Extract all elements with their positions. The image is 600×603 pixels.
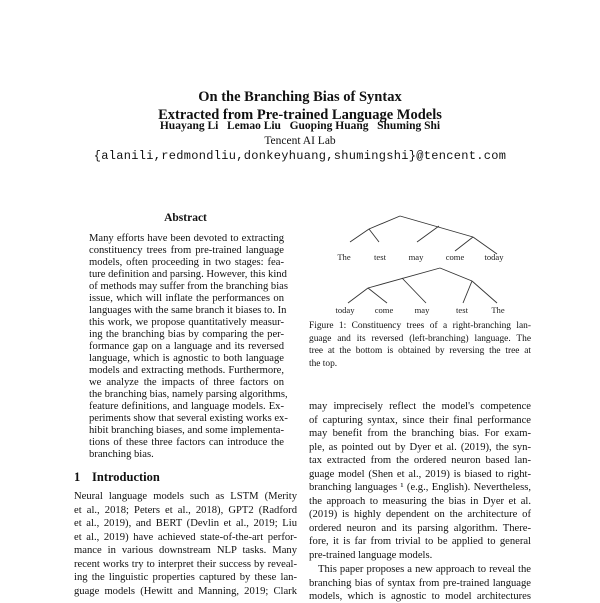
text-line: branching languages ¹ (e.g., English). Nevertheless, [309, 482, 531, 493]
section-heading-introduction: Introduction [92, 470, 160, 484]
text-line: of methods may suffer from the branching bias [89, 281, 288, 292]
text-line: Neural language models such as LSTM (Merity [74, 491, 297, 502]
text-line: of capturing syntax, since their final performance [309, 414, 531, 426]
text-line: fore, it is far from trivial to be applied to general [309, 536, 531, 547]
text-line: the branching bias, namely parsing algorithms, [89, 389, 288, 400]
text-line: Figure 1: Constituency trees of a right-branching lan- [309, 321, 531, 331]
text-line: et al., 2018; Peters et al., 2018), GPT2 (Radford [74, 504, 297, 516]
text-line: the top. [309, 358, 338, 369]
text-line: et al., 2019) have achieved state-of-the-art perfor- [74, 531, 297, 543]
text-line: et al., 2019), and BERT (Devlin et al., 2019; Liu [74, 518, 297, 529]
text-line: may imprecisely reflect the model's competence [309, 401, 531, 412]
tree-leaf: test [374, 252, 386, 262]
text-line: constituency trees from pre-trained language [89, 245, 284, 256]
tree-leaf: today [335, 305, 355, 315]
paper-title-line-2: Extracted from Pre-trained Language Models [158, 107, 442, 123]
tree-leaf: The [491, 305, 505, 315]
section-number: 1 [74, 470, 81, 484]
text-line: This paper proposes a new approach to reveal the [318, 564, 531, 575]
text-line: feature definitions, and language models. Ex- [89, 401, 284, 412]
text-line: may benefit from the branching bias. For exam- [309, 428, 531, 439]
text-line: this work, we propose quantitatively measur- [89, 317, 284, 328]
tree-edge [350, 229, 369, 242]
text-line: guage models (Hewitt and Manning, 2019; Clark [74, 585, 297, 597]
text-line: Many efforts have been devoted to extracting [89, 233, 284, 244]
text-line: tree at the bottom is obtained by reversing the tree at [309, 346, 531, 357]
tree-edge [368, 288, 387, 303]
text-line: issue, which will inflate the performances on [89, 293, 284, 304]
abstract-heading: Abstract [164, 212, 207, 224]
tree-leaf: may [414, 305, 430, 315]
tree-edge [417, 226, 439, 242]
text-line: ordered neuron and its parsing algorithm. There- [309, 522, 531, 534]
text-line: branching bias. [89, 449, 154, 460]
tree-edge [463, 281, 472, 303]
tree-edge [369, 229, 379, 242]
text-line: recent works try to interpret their success by reveal- [74, 558, 297, 570]
tree-leaf: come [445, 252, 465, 262]
text-line: the approach to measuring the bias in Dyer et al. [309, 495, 531, 507]
tree-edge [472, 281, 497, 303]
authors: Huayang Li Lemao Liu Guoping Huang Shuming Shi [159, 120, 441, 132]
text-line: ing the linguistic properties captured by these lan- [74, 572, 297, 583]
text-line: we analyze the impacts of three factors on [89, 377, 284, 388]
tree-edge [402, 278, 426, 303]
text-line: guage model (Shen et al., 2019) is biased to right- [309, 468, 531, 480]
tree-leaf: The [337, 252, 351, 262]
paper-title-line-1: On the Branching Bias of Syntax [198, 89, 402, 105]
text-line: hibit branching biases, and some implementa- [89, 425, 284, 436]
text-line: mance in various downstream NLP tasks. Many [74, 545, 297, 556]
text-line: models, which is agnostic to model architectures [309, 591, 531, 602]
tree-edge [440, 268, 472, 281]
tree-leaf: test [456, 305, 468, 315]
text-line: models and extracting methods. Furthermore, [89, 365, 284, 376]
text-line: ple, as pointed out by Dyer et al. (2019), the syn- [309, 441, 531, 453]
tree-edge [400, 216, 473, 237]
text-line: tax extracted from the ordered neuron based lan- [309, 455, 531, 466]
text-line: guage and its reversed (left-branching) language. The [309, 333, 531, 344]
text-line: tions of these three factors can introduce the [89, 437, 284, 448]
tree-edge [455, 237, 473, 251]
text-line: models, often proceeding in two stages: fea- [89, 257, 284, 268]
text-line: pre-trained language models. [309, 549, 433, 561]
tree-leaf: today [484, 252, 504, 262]
emails: {alanili,redmondliu,donkeyhuang,shumingshi}@tencent.com [93, 149, 507, 163]
tree-leaf: may [408, 252, 424, 262]
text-line: (2019) is highly dependent on the architecture of [309, 509, 531, 520]
tree-edge [368, 268, 440, 288]
text-line: language, which is agnostic to both language [89, 353, 284, 364]
text-line: formance gap on a language and its reversed [89, 341, 284, 352]
text-line: ture definition and parsing. However, this kind [89, 269, 287, 280]
text-line: branching bias of syntax from pre-trained language [309, 577, 531, 589]
tree-leaf: come [374, 305, 394, 315]
text-line: periments show that several existing works ex- [89, 413, 288, 424]
affiliation: Tencent AI Lab [264, 135, 336, 147]
text-line: languages with the same branch it biases to. In [89, 305, 287, 316]
tree-edge [369, 216, 400, 229]
text-line: ing the branching bias by comparing the per- [89, 329, 284, 340]
tree-edge [348, 288, 368, 303]
